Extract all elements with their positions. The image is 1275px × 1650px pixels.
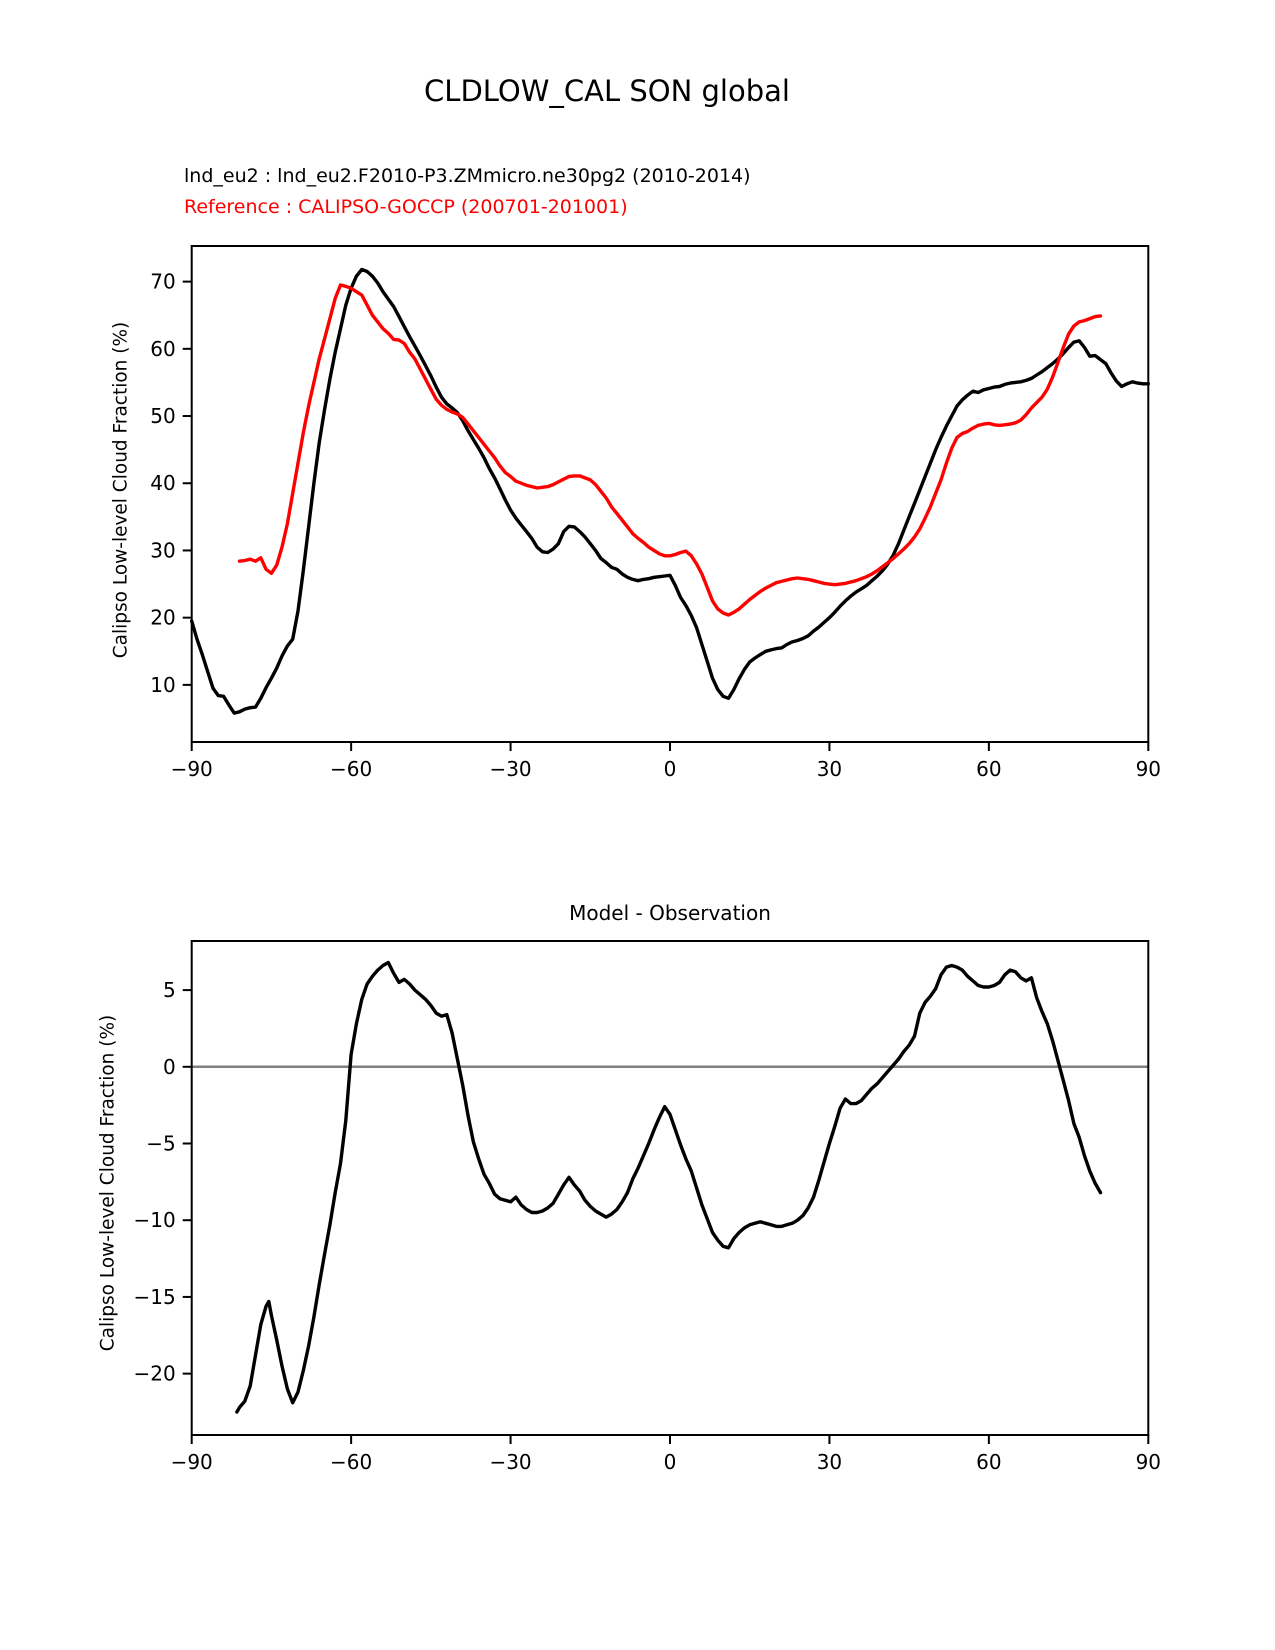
y-tick-label: 60	[150, 336, 176, 361]
y-axis-label-top: Calipso Low-level Cloud Fraction (%)	[110, 321, 132, 659]
y-tick-label: −20	[133, 1361, 176, 1386]
y-tick-label: 10	[150, 672, 176, 697]
reference-title: Reference : CALIPSO-GOCCP (200701-201001)	[184, 196, 628, 218]
diff-chart	[133, 941, 1161, 1474]
reference-series-line	[240, 285, 1101, 615]
x-tick-label: 90	[1135, 1450, 1162, 1474]
y-tick-label: 50	[150, 404, 176, 429]
main-chart	[150, 246, 1161, 781]
x-tick-label: −60	[330, 757, 373, 781]
page-title: CLDLOW_CAL SON global	[424, 74, 790, 108]
y-tick-label: −15	[133, 1284, 176, 1309]
x-tick-label: 0	[663, 757, 677, 781]
y-tick-label: 30	[150, 538, 176, 563]
x-tick-label: 30	[816, 757, 843, 781]
model-run-title: lnd_eu2 : lnd_eu2.F2010-P3.ZMmicro.ne30pg2 (2010-2014)	[184, 165, 751, 187]
x-tick-label: 60	[976, 1450, 1002, 1474]
y-axis-label-bottom: Calipso Low-level Cloud Fraction (%)	[97, 1014, 119, 1352]
x-tick-label: 60	[976, 757, 1002, 781]
diff-chart-title: Model - Observation	[569, 901, 771, 925]
x-tick-label: −60	[330, 1450, 373, 1474]
x-tick-label: 30	[816, 1450, 843, 1474]
y-tick-label: 20	[150, 605, 176, 630]
plot-border	[192, 246, 1149, 742]
x-tick-label: −90	[170, 1450, 213, 1474]
x-tick-label: −90	[170, 757, 213, 781]
y-tick-label: 40	[150, 471, 176, 496]
x-tick-label: 90	[1135, 757, 1162, 781]
x-tick-label: −30	[489, 757, 532, 781]
y-tick-label: 70	[150, 269, 176, 294]
x-tick-label: 0	[663, 1450, 677, 1474]
diff-series-line	[237, 963, 1101, 1413]
model-series-line	[192, 270, 1149, 714]
y-tick-label: 0	[162, 1054, 176, 1079]
y-tick-label: −5	[146, 1131, 176, 1156]
y-tick-label: 5	[162, 978, 176, 1003]
x-tick-label: −30	[489, 1450, 532, 1474]
y-tick-label: −10	[133, 1208, 176, 1233]
